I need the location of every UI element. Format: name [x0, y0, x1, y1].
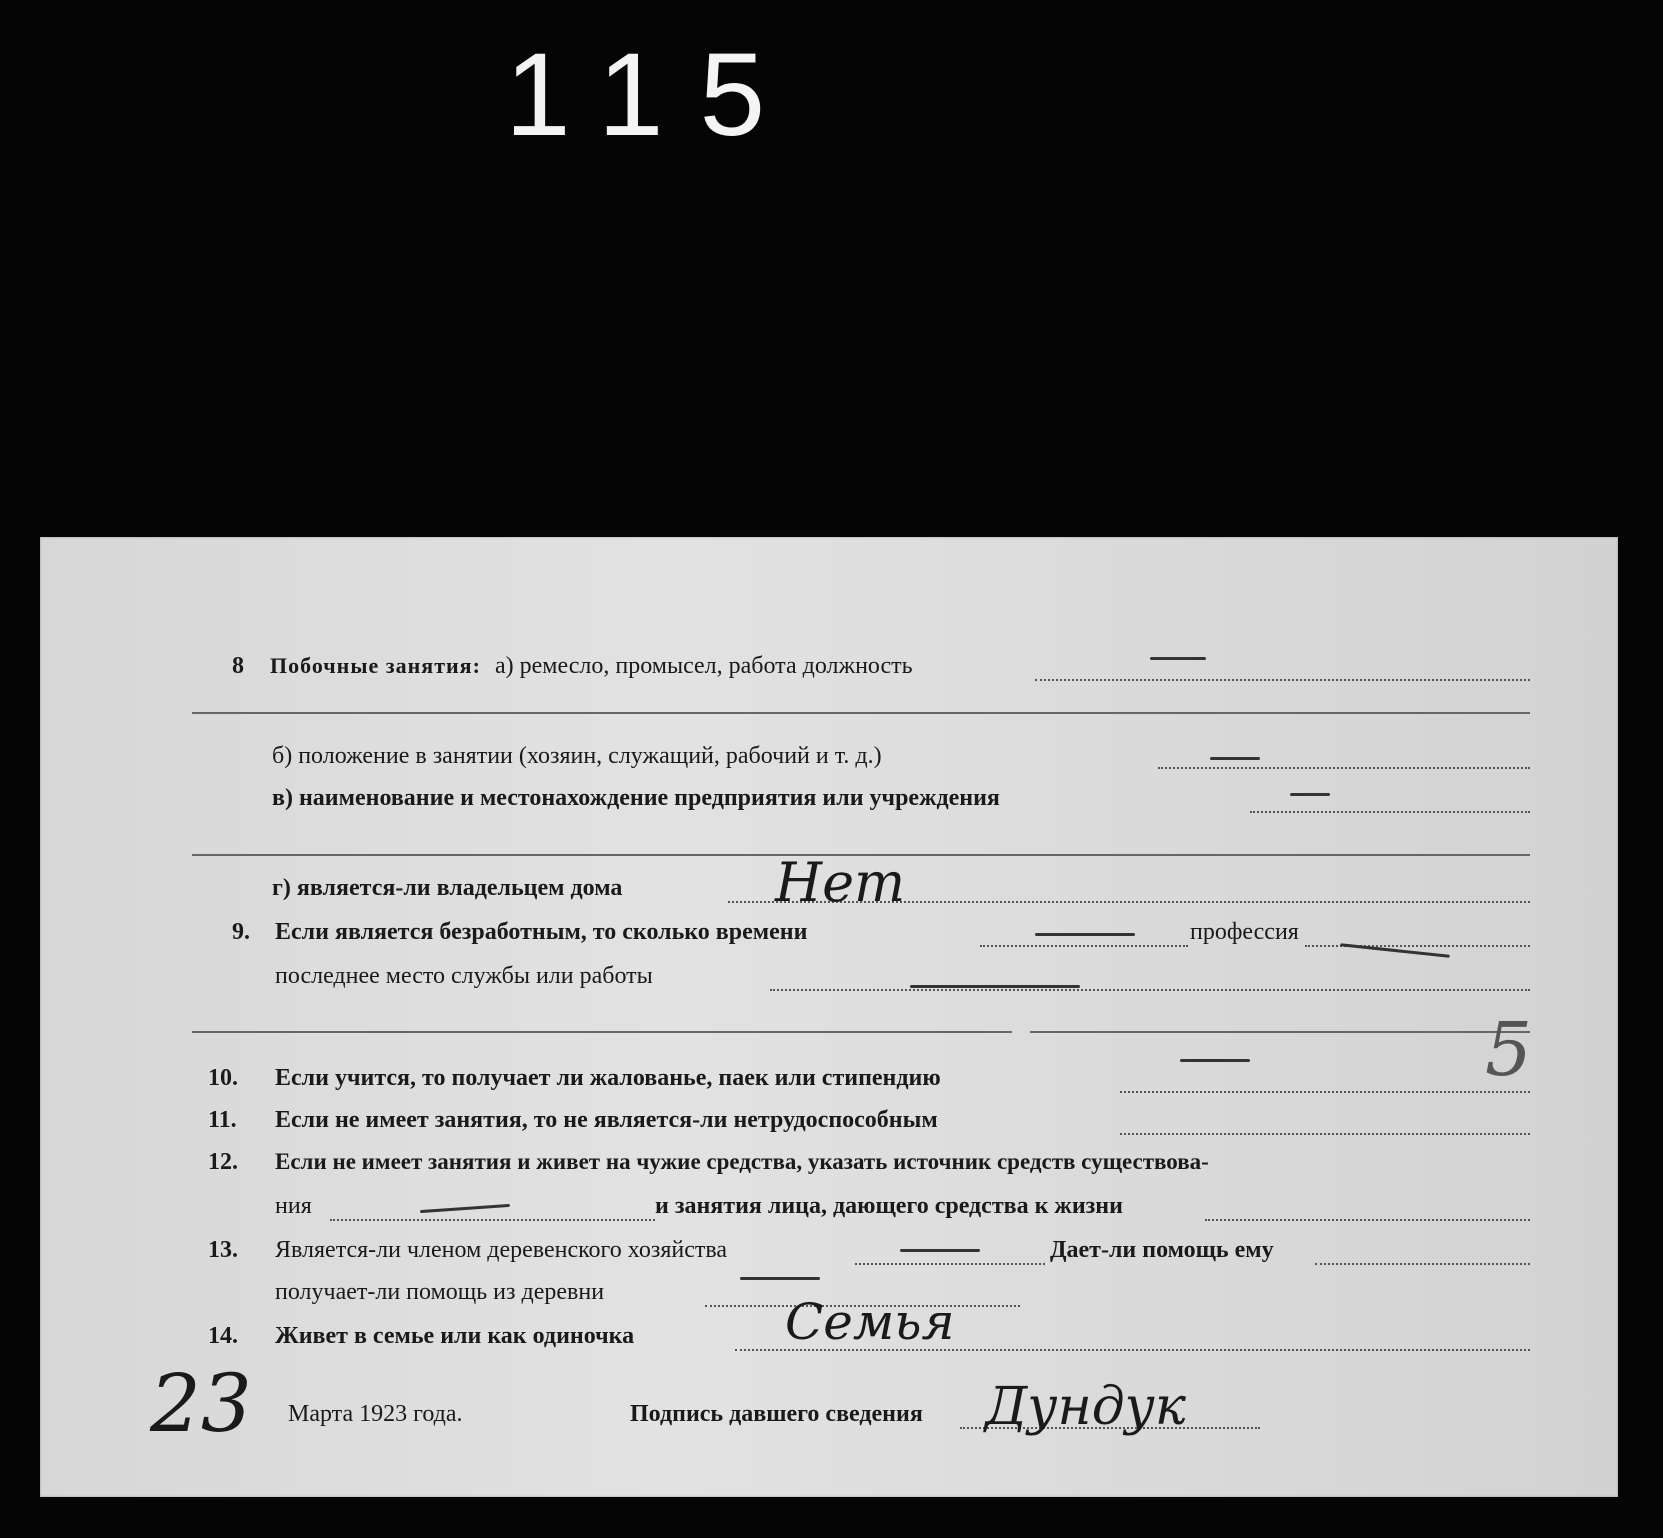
q8-number: 8	[232, 653, 244, 679]
frame-number: 115	[505, 29, 802, 161]
q13-dash-answer	[900, 1249, 980, 1252]
q14-number: 14.	[208, 1323, 238, 1349]
q12-number: 12.	[208, 1149, 238, 1175]
q9-number: 9.	[232, 919, 250, 945]
q8a-label: а) ремесло, промысел, работа должность	[495, 653, 913, 679]
q13-fill-line	[855, 1263, 1045, 1265]
q12-line2b-fill-line	[1205, 1219, 1530, 1221]
q9-continuation-line-a	[192, 1031, 1012, 1033]
q9-row-2	[40, 955, 1618, 995]
q14-handwritten-answer: Семья	[785, 1293, 955, 1351]
q10-dash-answer	[1180, 1059, 1250, 1062]
q9-profession-fill-line	[1305, 945, 1530, 947]
q11-fill-line	[1120, 1133, 1530, 1135]
q9-last-job-dash-answer	[910, 985, 1080, 988]
q8g-handwritten-answer: Нет	[775, 851, 906, 914]
q11-label: Если не имеет занятия, то не является-ли нетрудоспособным	[275, 1107, 938, 1133]
q8-row-g	[40, 851, 1618, 914]
q9-last-job-fill-line	[770, 989, 1530, 991]
q13-row-1	[40, 1229, 1618, 1269]
q13-receives-label: получает-ли помощь из деревни	[275, 1279, 605, 1305]
footer-row	[40, 1357, 1618, 1450]
q10-fill-line	[1120, 1091, 1530, 1093]
q13-label: Является-ли членом деревенского хозяйства	[275, 1237, 728, 1263]
footer-day-handwritten: 23	[150, 1357, 252, 1450]
q8a-continuation-line	[192, 712, 1530, 714]
q12-row-1	[40, 1141, 1618, 1181]
q8v-label: в) наименование и местонахождение предприятия или учреждения	[272, 785, 1000, 811]
q8b-dash-answer	[1210, 757, 1260, 760]
q9-continuation-line-b	[1030, 1031, 1530, 1033]
q13-number: 13.	[208, 1237, 238, 1263]
q8v-dash-answer	[1290, 793, 1330, 796]
q13-receives-dash-answer	[740, 1277, 820, 1280]
q9-row-1	[40, 911, 1618, 951]
footer-sign-label: Подпись давшего сведения	[630, 1401, 923, 1427]
q9-label: Если является безработным, то сколько времени	[275, 919, 808, 945]
q12-row-2	[40, 1185, 1618, 1225]
q9-profession-label: профессия	[1190, 919, 1299, 945]
q13-help-label: Дает-ли помощь ему	[1050, 1237, 1274, 1263]
q12-line2b-label: и занятия лица, дающего средства к жизни	[655, 1193, 1123, 1219]
q8b-label: б) положение в занятии (хозяин, служащий, рабочий и т. д.)	[272, 743, 882, 769]
margin-mark: 5	[1485, 1007, 1533, 1093]
q8-row-a	[40, 645, 1618, 685]
q9-time-dash-answer	[1035, 933, 1135, 936]
q10-number: 10.	[208, 1065, 238, 1091]
q8b-fill-line	[1158, 767, 1530, 769]
q8-row-v	[40, 777, 1618, 817]
q9-last-job-label: последнее место службы или работы	[275, 963, 653, 989]
q12-label: Если не имеет занятия и живет на чужие средства, указать источник средств существова-	[275, 1149, 1209, 1174]
q11-row	[40, 1099, 1618, 1139]
q8a-dash-answer	[1150, 657, 1206, 660]
footer-date-text: Марта 1923 года.	[288, 1401, 463, 1427]
q12-line2a-fill-line	[330, 1219, 655, 1221]
q8v-fill-line	[1250, 811, 1530, 813]
q9-time-fill-line	[980, 945, 1188, 947]
q13-help-fill-line	[1315, 1263, 1530, 1265]
q8g-label: г) является-ли владельцем дома	[272, 875, 623, 901]
q8-row-b	[40, 735, 1618, 775]
q14-label: Живет в семье или как одиночка	[275, 1323, 635, 1349]
footer-signature: Дундук	[985, 1377, 1186, 1437]
questionnaire-card	[40, 537, 1618, 1497]
q8-label: Побочные занятия:	[270, 653, 481, 678]
q12-line2a-label: ния	[275, 1193, 312, 1219]
q12-line2a-dash-answer	[420, 1204, 510, 1213]
q11-number: 11.	[208, 1107, 237, 1133]
q10-label: Если учится, то получает ли жалованье, паек или стипендию	[275, 1065, 941, 1091]
q10-row	[40, 1057, 1618, 1097]
q8a-fill-line	[1035, 679, 1530, 681]
q14-row	[40, 1293, 1618, 1355]
